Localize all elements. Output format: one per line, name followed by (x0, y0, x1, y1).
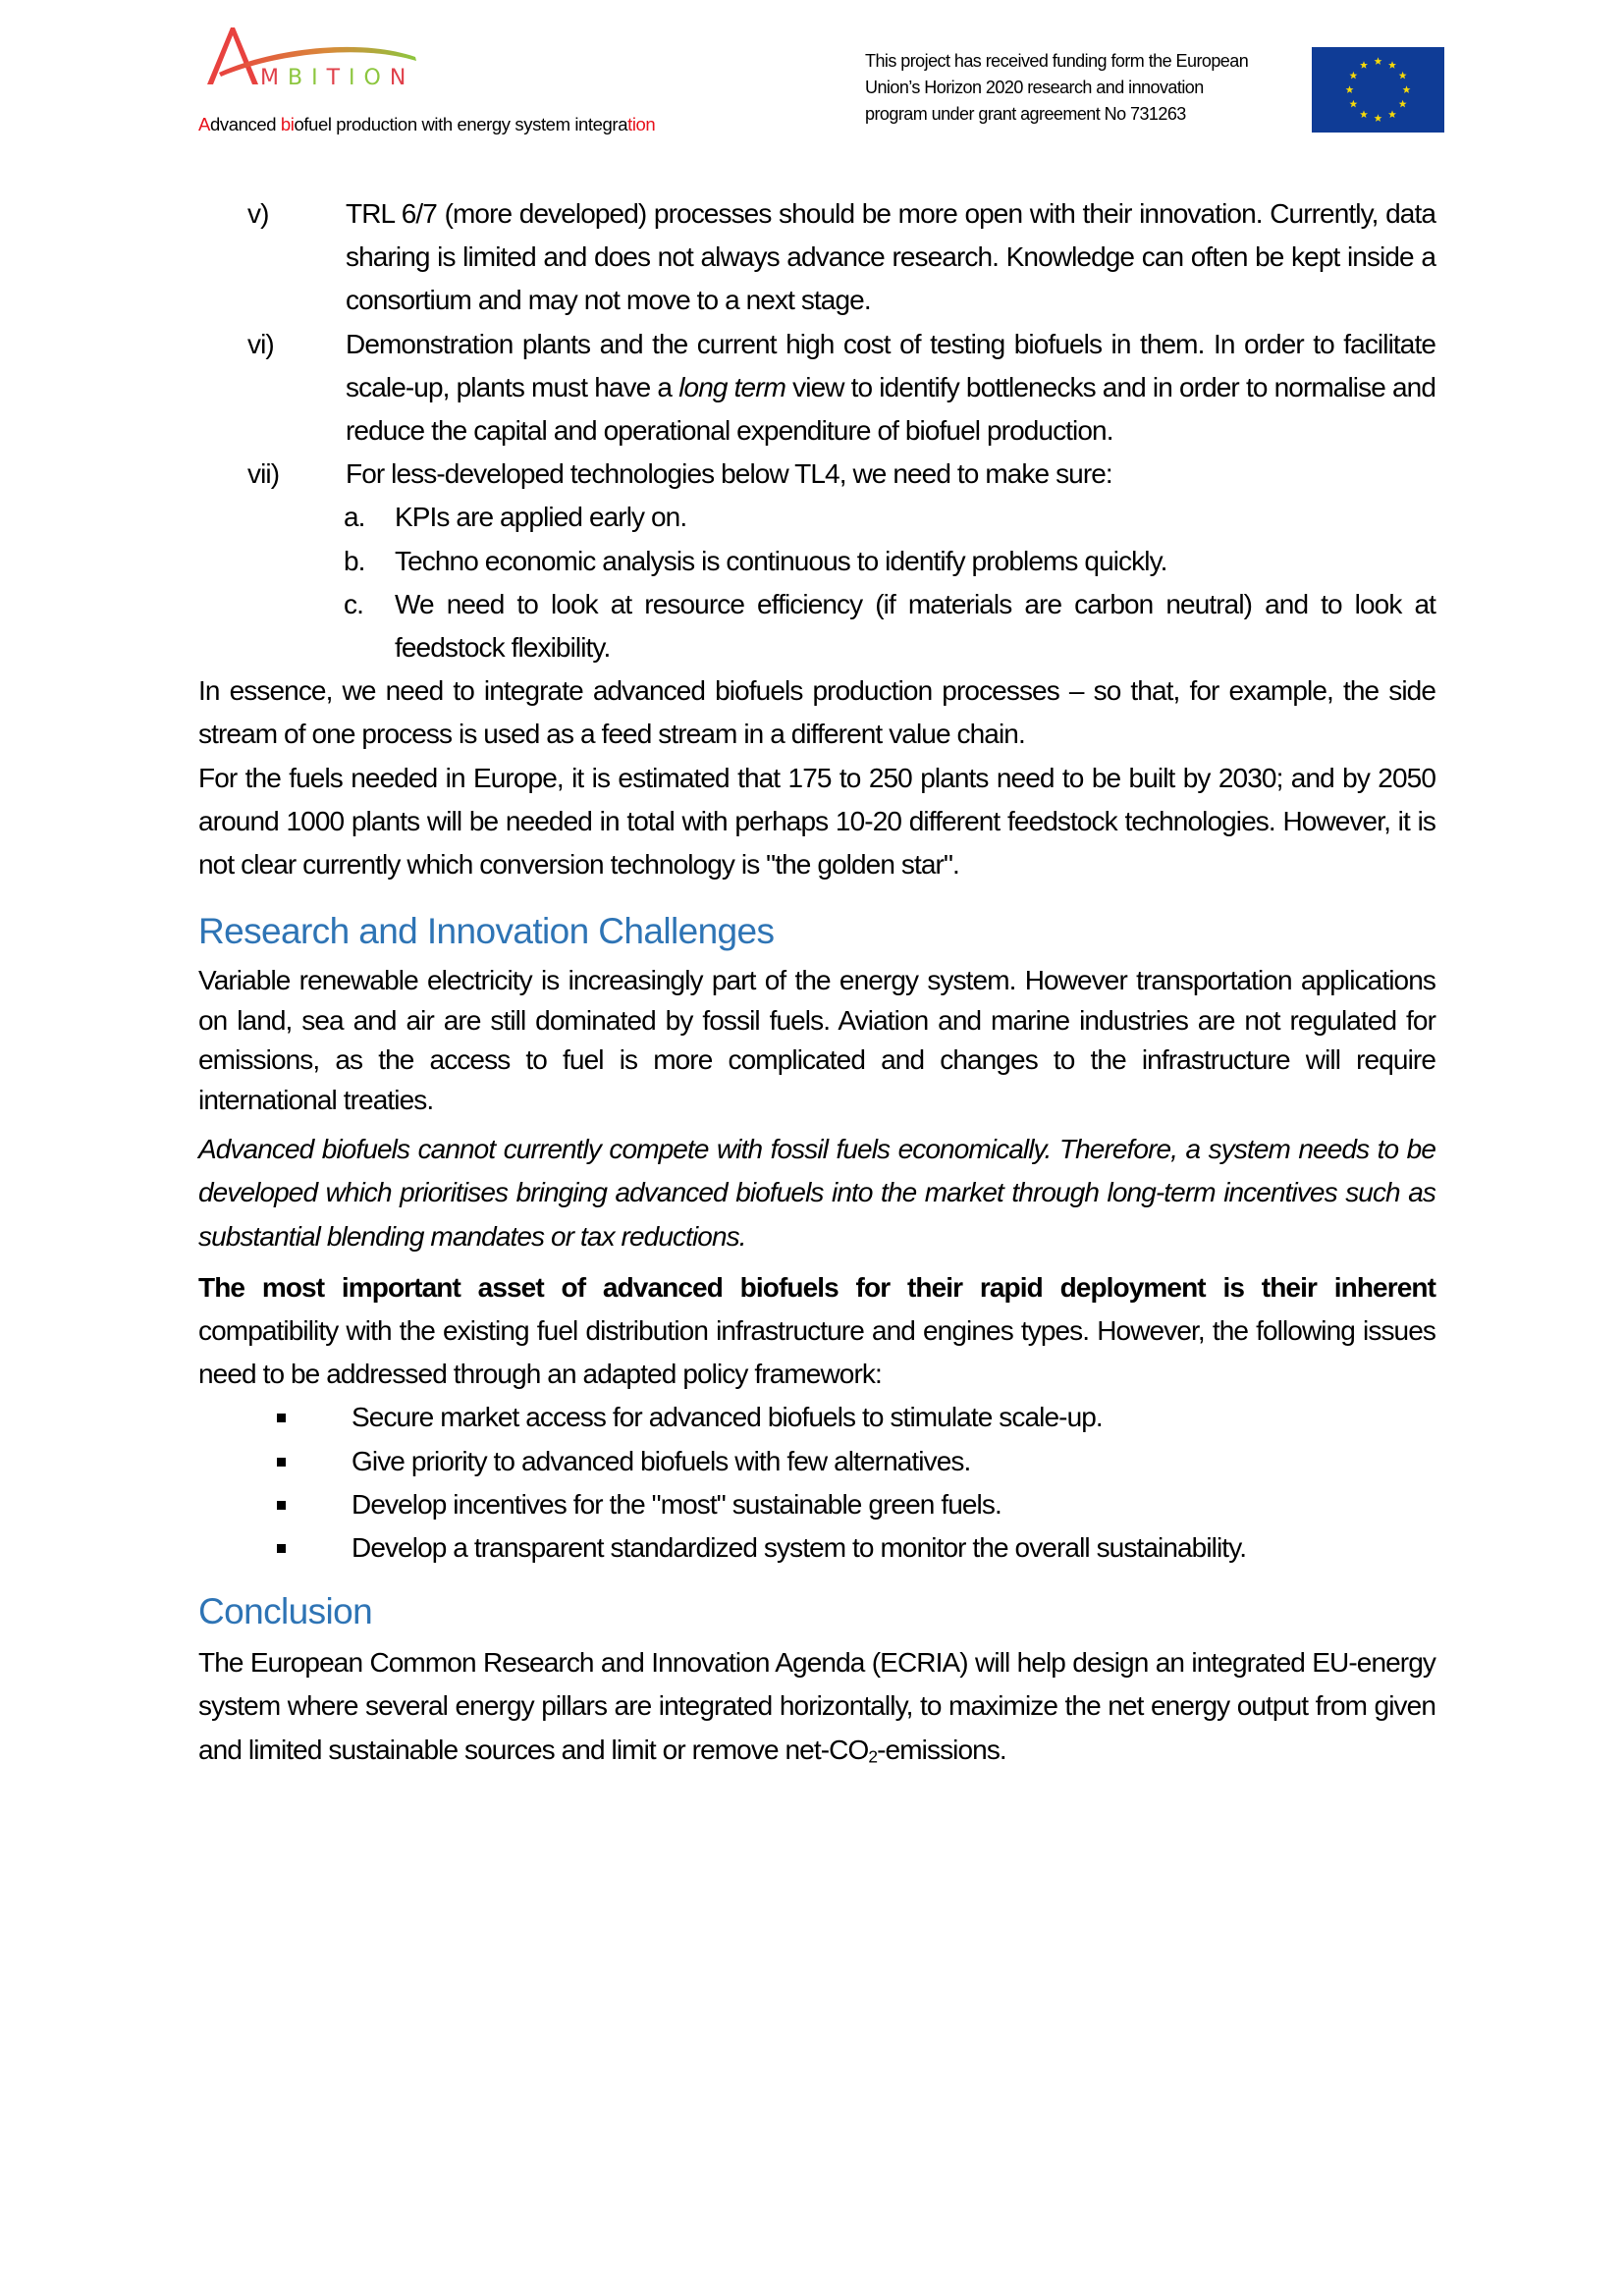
square-bullet-icon (277, 1544, 286, 1553)
bullet-list (198, 1396, 1435, 1570)
bullet-text: Give priority to advanced biofuels with few alternatives. (352, 1445, 971, 1476)
sub-list-item (198, 583, 1435, 669)
sub-list-item-text: KPIs are applied early on. (395, 502, 687, 533)
paragraph-conclusion (198, 1641, 1435, 1772)
paragraph-italic-statement (198, 1128, 1435, 1258)
text-run: -emissions. (877, 1734, 1006, 1765)
list-item (198, 453, 1435, 496)
tagline-highlight: tion (627, 114, 656, 134)
list-marker: vi) (247, 328, 274, 359)
square-bullet-icon (277, 1458, 286, 1467)
funding-line: program under grant agreement No 731263 (865, 104, 1186, 124)
emphasis-text: long term (678, 371, 786, 402)
bullet-item (198, 1483, 1435, 1526)
logo-letter: N (389, 66, 415, 90)
bullet-item (198, 1526, 1435, 1570)
list-item-text (346, 323, 1435, 454)
square-bullet-icon (277, 1414, 286, 1422)
sub-list-item-text: Techno economic analysis is continuous to identify problems quickly. (395, 545, 1167, 576)
tagline-text: ofuel production with energy system integra (294, 114, 628, 134)
italic-text: Advanced biofuels cannot currently compete with fossil fuels economically. Therefore, a system needs to be developed which prioritises bringing advanced biofuels into the market through long-term incentives such as substantial blending mandates or tax reductions. (198, 1134, 1435, 1252)
paragraph-key-asset (198, 1266, 1435, 1397)
logo-letter: I (349, 66, 364, 90)
list-item-text: For less-developed technologies below TL4, we need to make sure: (346, 458, 1112, 490)
list-item-text: TRL 6/7 (more developed) processes should be more open with their innovation. Currently, data sharing is limited and does not always advance research. Knowledge can often be kept inside a consortium and may not move to a next stage. (346, 198, 1435, 316)
bullet-item (198, 1440, 1435, 1483)
bold-text: The most important asset of advanced biofuels for their rapid deployment is their inherent (198, 1271, 1435, 1303)
text-run: The European Common Research and Innovation Agenda (ECRIA) will help design an integrated EU-energy system where several energy pillars are integrated horizontally, to maximize the net energy output from given and limited sustainable sources and limit or remove net-CO (198, 1647, 1435, 1765)
list-marker: c. (344, 588, 363, 619)
sub-list-item-text: We need to look at resource efficiency (if materials are carbon neutral) and to look at feedstock flexibility. (395, 588, 1435, 664)
logo-letter: T (326, 66, 350, 90)
funding-line: This project has received funding form the European (865, 51, 1249, 71)
tagline-highlight: bi (280, 114, 295, 134)
paragraph-essence: In essence, we need to integrate advanced biofuels production processes – so that, for example, the side stream of one process is used as a feed stream in a different value chain. (198, 675, 1435, 750)
tagline (198, 114, 655, 135)
sub-list-item (198, 496, 1435, 539)
list-marker: b. (344, 545, 365, 576)
document-body (198, 192, 1435, 1772)
list-item (198, 192, 1435, 323)
funding-line: Union’s Horizon 2020 research and innovation (865, 78, 1204, 97)
section-heading-research: Research and Innovation Challenges (198, 911, 775, 952)
list-item (198, 323, 1435, 454)
tagline-text: dvanced (209, 114, 281, 134)
roman-list (198, 192, 1435, 669)
bullet-text: Secure market access for advanced biofuels to stimulate scale-up. (352, 1402, 1103, 1433)
list-marker: vii) (247, 458, 280, 490)
list-marker: v) (247, 198, 269, 229)
logo-letter: M (260, 66, 288, 90)
sub-list-item (198, 540, 1435, 583)
logo-letter: O (363, 66, 390, 90)
paragraph-fuels: For the fuels needed in Europe, it is estimated that 175 to 250 plants need to be built by 2030; and by 2050 around 1000 plants will be needed in total with perhaps 10-20 different feedstock technologies. However, it is not clear currently which conversion technology is "the golden star". (198, 762, 1435, 881)
logo-a-letter (207, 27, 258, 84)
bullet-text: Develop a transparent standardized system to monitor the overall sustainability. (352, 1532, 1247, 1564)
alpha-sublist (198, 496, 1435, 669)
logo-wordmark (260, 66, 414, 90)
tagline-highlight: A (198, 114, 210, 134)
logo-letter: I (311, 66, 327, 90)
square-bullet-icon (277, 1501, 286, 1510)
subscript-text: 2 (868, 1746, 878, 1767)
bullet-item (198, 1396, 1435, 1439)
text-run: compatibility with the existing fuel distribution infrastructure and engines types. However, the following issues need to be addressed through an adapted policy framework: (198, 1315, 1435, 1390)
paragraph-research-intro: Variable renewable electricity is increasingly part of the energy system. However transportation applications on land, sea and air are still dominated by fossil fuels. Aviation and marine industries are not regulated for emissions, as the access to fuel is more complicated and changes to the infrastructure will require international treaties. (198, 965, 1435, 1115)
list-marker: a. (344, 502, 365, 533)
section-heading-conclusion: Conclusion (198, 1591, 373, 1632)
eu-flag-icon (1312, 47, 1444, 133)
bullet-text: Develop incentives for the "most" sustainable green fuels. (352, 1488, 1001, 1520)
logo-letter: B (287, 66, 312, 90)
text-run: Demonstration plants and the current high cost of testing biofuels in them. In order to facilitate scale-up, plants must have a (346, 328, 1435, 402)
funding-notice (865, 48, 1248, 128)
ambition-logo (201, 22, 427, 92)
text-run: view to identify bottlenecks and in order to normalise and reduce the capital and operational expenditure of biofuel production. (346, 371, 1435, 447)
